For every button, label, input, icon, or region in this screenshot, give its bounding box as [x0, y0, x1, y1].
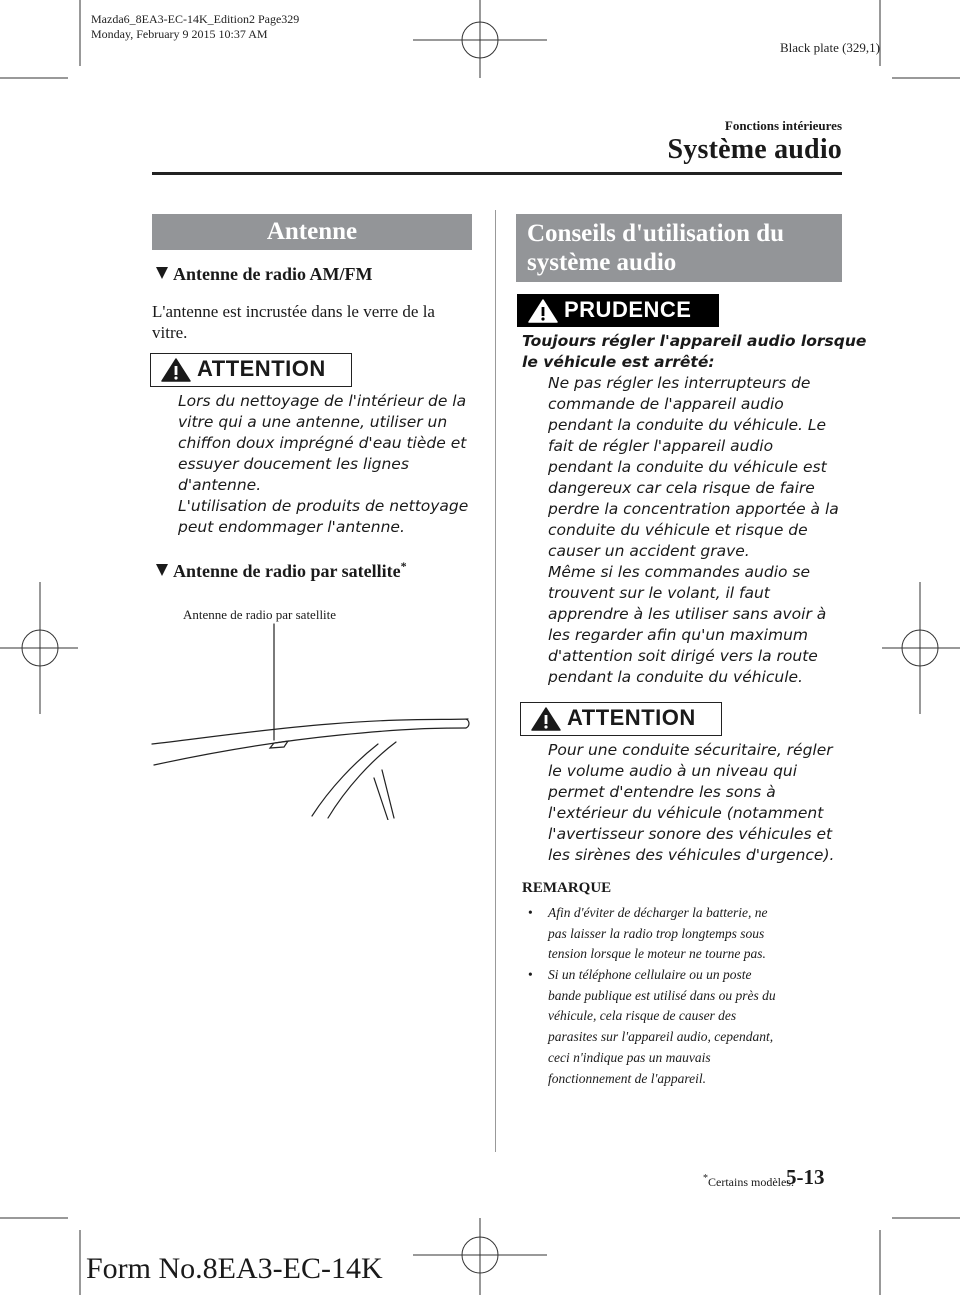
text-line: Ne pas régler les interrupteurs de — [548, 374, 811, 392]
text-line: le volume audio à un niveau qui — [548, 762, 798, 780]
text-line: véhicule, cela risque de causer des — [548, 1008, 737, 1024]
text-line: le véhicule est arrêté: — [522, 353, 715, 371]
footer-note-text: Certains modèles. — [708, 1175, 794, 1189]
text-line: chiffon doux imprégné d'eau tiède et — [178, 434, 467, 452]
text-line: L'antenne est incrustée dans le verre de la — [152, 302, 435, 321]
roof-edge-lower — [154, 728, 466, 765]
plate-label: Black plate (329,1) — [780, 40, 880, 55]
remarque-item — [528, 965, 838, 1089]
prudence-text — [548, 373, 839, 688]
text-line: dangereux car cela risque de faire — [548, 479, 815, 497]
attention-text-right — [548, 740, 834, 866]
bullet-icon: • — [528, 905, 533, 920]
attention-label: ATTENTION — [567, 705, 696, 730]
text-line: ceci n'indique pas un mauvais — [548, 1049, 711, 1065]
a-pillar-outer — [312, 744, 378, 816]
attention-text-left — [178, 391, 468, 538]
text-line: pas laisser la radio trop longtemps sous — [548, 925, 765, 941]
attention-callout-right — [520, 702, 722, 736]
am-fm-text — [152, 301, 435, 343]
warning-triangle-icon — [531, 707, 561, 731]
attention-callout-left — [150, 353, 352, 387]
warning-triangle-icon — [528, 299, 558, 323]
text-line: parasites sur l'appareil audio, cependant, — [548, 1029, 774, 1045]
text-line: Même si les commandes audio se — [548, 563, 811, 581]
text-line: essuyer doucement les lignes — [178, 455, 409, 473]
section-antenne — [152, 214, 472, 250]
page-number: 5-13 — [786, 1165, 825, 1189]
text-line: d'antenne. — [178, 476, 262, 494]
text-line: conduite du véhicule et risque de — [548, 521, 808, 539]
header-rule — [152, 172, 842, 175]
text-line: fonctionnement de l'appareil. — [548, 1070, 706, 1086]
satellite-heading — [156, 559, 407, 582]
triangle-bullet-icon — [156, 564, 168, 576]
am-fm-heading-text: Antenne de radio AM/FM — [173, 264, 373, 284]
prudence-callout — [517, 294, 719, 327]
satellite-heading-text: Antenne de radio par satellite — [173, 561, 401, 581]
figure-label: Antenne de radio par satellite — [183, 607, 337, 622]
satellite-asterisk: * — [400, 559, 407, 573]
text-line: d'attention soit dirigé vers la route — [548, 647, 818, 665]
text-line: trouvent sur le volant, il faut — [548, 584, 770, 602]
header-category: Fonctions intérieures — [724, 118, 842, 133]
prudence-label: PRUDENCE — [564, 297, 692, 322]
section-conseils — [516, 214, 842, 282]
text-line: vitre. — [152, 323, 188, 342]
text-line: apprendre à les utiliser sans avoir à — [548, 605, 827, 623]
print-file-line: Mazda6_8EA3-EC-14K_Edition2 Page329 — [91, 12, 300, 26]
text-line: Toujours régler l'appareil audio lorsque — [522, 332, 867, 350]
warning-triangle-icon — [161, 358, 191, 382]
text-line: Afin d'éviter de décharger la batterie, ne — [548, 905, 768, 920]
triangle-bullet-icon — [156, 267, 168, 279]
remarque-item — [528, 903, 838, 965]
remarque-title: REMARQUE — [522, 880, 612, 896]
print-date-line: Monday, February 9 2015 10:37 AM — [91, 27, 268, 41]
text-line: vitre qui a une antenne, utiliser un — [178, 413, 448, 431]
text-line: perdre la concentration apportée à la — [548, 500, 839, 518]
text-line: Pour une conduite sécuritaire, régler — [548, 741, 833, 759]
section-antenne-title: Antenne — [266, 218, 358, 245]
text-line: l'avertisseur sonore des véhicules et — [548, 825, 833, 843]
text-line: bande publique est utilisé dans ou près du — [548, 987, 776, 1003]
header-title: Système audio — [667, 134, 842, 165]
am-fm-heading — [156, 264, 373, 285]
text-line: les sirènes des véhicules d'urgence). — [548, 846, 835, 864]
text-line: peut endommager l'antenne. — [178, 518, 405, 536]
text-line: tension lorsque le moteur ne tourne pas. — [548, 946, 766, 962]
text-line: L'utilisation de produits de nettoyage — [178, 497, 469, 515]
attention-label: ATTENTION — [197, 356, 326, 381]
section-title-line: système audio — [527, 249, 677, 276]
a-pillar-inner — [328, 742, 396, 818]
text-line: pendant la conduite du véhicule. Le — [548, 416, 827, 434]
text-line: pendant la conduite du véhicule. — [548, 668, 803, 686]
text-line: Si un téléphone cellulaire ou un poste — [548, 967, 752, 982]
print-file-info — [91, 12, 299, 42]
footer-asterisk: * — [703, 1173, 708, 1184]
text-line: les regarder afin qu'un maximum — [548, 626, 808, 644]
text-line: l'extérieur du véhicule (notamment — [548, 804, 824, 822]
text-line: fait de régler l'appareil audio — [548, 437, 774, 455]
section-title-line: Conseils d'utilisation du — [527, 220, 785, 247]
bullet-icon: • — [528, 967, 533, 982]
roof-edge-upper — [152, 719, 468, 744]
text-line: pendant la conduite du véhicule est — [548, 458, 827, 476]
text-line: permet d'entendre les sons à — [548, 783, 776, 801]
column-divider — [495, 210, 496, 1152]
form-number: Form No.8EA3-EC-14K — [86, 1252, 383, 1285]
footer-note — [703, 1173, 794, 1190]
prudence-lead — [522, 331, 866, 373]
satellite-antenna-figure — [150, 620, 480, 820]
section-conseils-title — [516, 214, 842, 277]
text-line: commande de l'appareil audio — [548, 395, 784, 413]
text-line: Lors du nettoyage de l'intérieur de la — [178, 392, 467, 410]
text-line: causer un accident grave. — [548, 542, 750, 560]
